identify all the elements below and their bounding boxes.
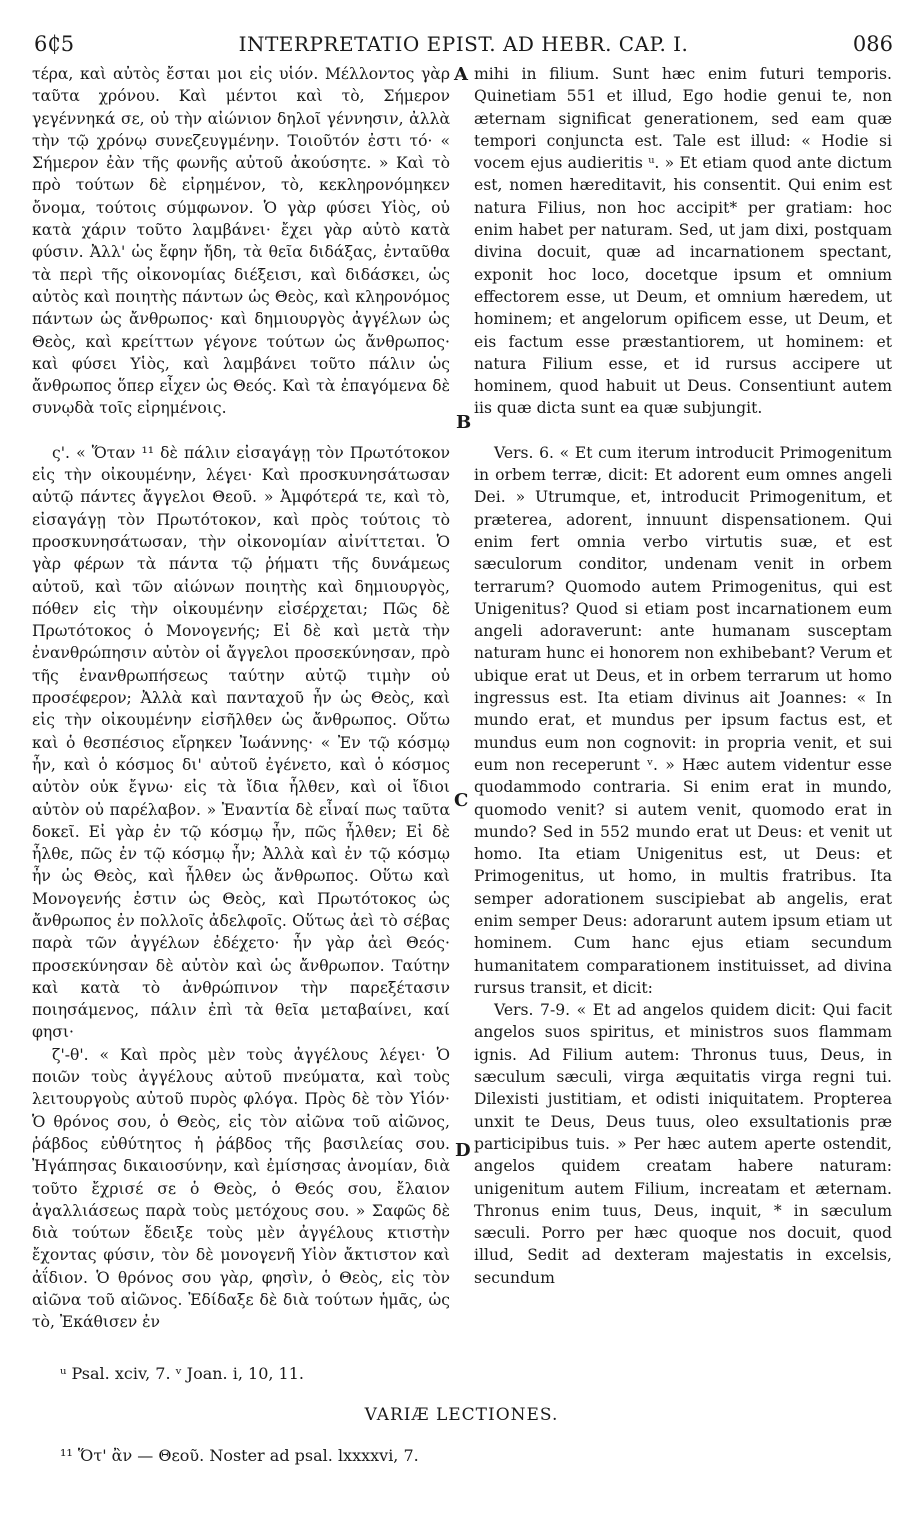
latin-paragraph-2: Vers. 6. « Et cum iterum introducit Primogenitum in orbem terræ, dicit: Et adorent eum omnes angeli Dei. » Utrumque, et, introducit Primogenitum, et præterea, adorent, innuunt dispensationem. Qui enim fert omnia verbo virtutis suæ, et est sæculorum conditor, undenam venit in orbem terrarum? Quomodo autem Primogenitus, qui est Unigenitus? Quod si etiam post incarnationem eum angeli adoraverunt: ante humanam susceptam naturam hunc ei honorem non exhibebant? Verum et ubique erat ut Deus, et in orbem terrarum ut homo ingressus est. Ita etiam divinus ait Joannes: « In mundo erat, et mundus per ipsum factus est, et mundus eum non cognovit: in propria venit, et sui eum non receperunt ᵛ. » Hæc autem videntur esse quodammodo contraria. Si enim erat in mundo, quomodo venit? si autem venit, quomodo erat in mundo? Sed in 552 mundo erat ut Deus: et venit ut homo. Ita etiam Unigenitus est, ut Deus: et Primogenitus, ut homo, in multis fratribus. Ita semper adorationem suscipiebat ab angelis, erat enim semper Deus: adorarunt autem ipsum etiam ut hominem. Cum hanc ejus etiam secundum humanitatem comparationem instituisset, ad divina rursus transit, et dicit:: [474, 443, 892, 997]
margin-letter-d: D: [455, 1140, 471, 1161]
latin-paragraph-1: mihi in filium. Sunt hæc enim futuri temporis. Quinetiam 551 et illud, Ego hodie genui te, non æternam significat generationem, sed eam quæ tempori conjuncta est. Tale est illud: « Hodie si vocem ejus audieritis ᵘ. » Et etiam quod ante dictum est, nomen hæreditavit, his consentit. Qui enim est natura Filius, non hoc accipit* per gratiam: hoc enim habet per naturam. Sed, ut jam dixi, postquam divina docuit, quæ ad incarnationem spectant, exponit hoc loco, docetque ipsum et omnium effectorem esse, ut Deum, et omnium hæredem, ut hominem; et angelorum opificem esse, ut Deum, et eis factum esse præstantiorem, ut hominem: et natura Filium esse, et id rursus accipere ut hominem, quod habuit ut Deus. Consentiunt autem iis quæ dicta sunt ea quæ subjungit.: [474, 65, 892, 418]
margin-letter-a: A: [454, 64, 468, 85]
variae-lectiones-title: VARIÆ LECTIONES.: [364, 1405, 559, 1425]
footnotes: ᵘ Psal. xciv, 7. ᵛ Joan. i, 10, 11.: [60, 1364, 304, 1383]
greek-paragraph-2: ς'. « Ὅταν ¹¹ δὲ πάλιν εἰσαγάγῃ τὸν Πρωτότοκον εἰς τὴν οἰκουμένην, λέγει· Καὶ προσκυνησάτωσαν αὐτῷ πάντες ἄγγελοι Θεοῦ. » Ἀμφότερά τε, καὶ τὸ, εἰσαγάγῃ τὸν Πρωτότοκον, καὶ πρὸς τούτοις τὸ προσκυνησάτωσαν, τὴν οἰκονομίαν αἰνίττεται. Ὁ γὰρ φέρων τὰ πάντα τῷ ῥήματι τῆς δυνάμεως αὐτοῦ, καὶ τῶν αἰώνων ποιητὴς καὶ δημιουργὸς, πόθεν εἰς τὴν οἰκουμένην εἰσέρχεται; Πῶς δὲ Πρωτότοκος ὁ Μονογενής; Εἰ δὲ καὶ μετὰ τὴν ἐνανθρώπησιν αὐτὸν οἱ ἄγγελοι προσεκύνησαν, πρὸ τῆς ἐνανθρωπήσεως ταύτην αὐτῷ τιμὴν οὐ προσέφερον; Ἀλλὰ καὶ πανταχοῦ ἦν ὡς Θεὸς, καὶ εἰς τὴν οἰκουμένην εἰσῆλθεν ὡς ἄνθρωπος. Οὕτω καὶ ὁ θεσπέσιος εἴρηκεν Ἰωάννης· « Ἐν τῷ κόσμῳ ἦν, καὶ ὁ κόσμος δι' αὐτοῦ ἐγένετο, καὶ ὁ κόσμος αὐτὸν οὐκ ἔγνω· εἰς τὰ ἴδια ἦλθεν, καὶ οἱ ἴδιοι αὐτὸν οὐ παρέλαβον. » Ἐναντία δὲ εἶναί πως ταῦτα δοκεῖ. Εἰ γὰρ ἐν τῷ κόσμῳ ἦν, πῶς ἦλθεν; Εἰ δὲ ἦλθε, πῶς ἐν τῷ κόσμῳ ἦν; Ἀλλὰ καὶ ἐν τῷ κόσμῳ ἦν ὡς Θεὸς, καὶ ἦλθεν ὡς ἄνθρωπος. Οὕτω καὶ Μονογενής ἐστιν ὡς Θεὸς, καὶ Πρωτότοκος ὡς ἄνθρωπος ἐν πολλοῖς ἀδελφοῖς. Οὕτως ἀεὶ τὸ σέβας παρὰ τῶν ἀγγέλων ἐδέχετο· ἦν γὰρ ἀεὶ Θεός· προσεκύνησαν δὲ αὐτὸν καὶ ὡς ἄνθρωπον. Ταύτην καὶ κατὰ τὸ ἀνθρώπινον τὴν παρεξέτασιν ποιησάμενος, πάλιν ἐπὶ τὰ θεῖα μεταβαίνει, καί φησι·: [32, 443, 450, 1042]
page-number-left: 6₵5: [34, 32, 75, 56]
margin-letter-c: C: [454, 790, 469, 811]
greek-paragraph-3: ζ'-θ'. « Καὶ πρὸς μὲν τοὺς ἀγγέλους λέγει· Ὁ ποιῶν τοὺς ἀγγέλους αὐτοῦ πνεύματα, καὶ τοὺς λειτουργοὺς αὐτοῦ πυρὸς φλόγα. Πρὸς δὲ τὸν Υἱόν· Ὁ θρόνος σου, ὁ Θεὸς, εἰς τὸν αἰῶνα τοῦ αἰῶνος, ῥάβδος εὐθύτητος ἡ ῥάβδος τῆς βασιλείας σου. Ἠγάπησας δικαιοσύνην, καὶ ἐμίσησας ἀνομίαν, διὰ τοῦτο ἔχρισέ σε ὁ Θεὸς, ὁ Θεός σου, ἔλαιον ἀγαλλιάσεως παρὰ τοὺς μετόχους σου. » Σαφῶς δὲ διὰ τούτων ἔδειξε τοὺς μὲν ἀγγέλους κτιστὴν ἔχοντας φύσιν, τὸν δὲ μονογενῆ Υἱὸν ἄκτιστον καὶ ἀΐδιον. Ὁ θρόνος σου γὰρ, φησὶν, ὁ Θεὸς, εἰς τὸν αἰῶνα τοῦ αἰῶνος. Ἐδίδαξε δὲ διὰ τούτων ἡμᾶς, ὡς τὸ, Ἐκάθισεν ἐν: [32, 1045, 450, 1332]
variae-lectiones-text: ¹¹ Ὅτ' ἂν — Θεοῦ. Noster ad psal. lxxxxvi, 7.: [60, 1446, 419, 1465]
running-header: [34, 32, 893, 62]
greek-column: [32, 63, 450, 1334]
greek-paragraph-1: τέρα, καὶ αὐτὸς ἔσται μοι εἰς υἱόν. Μέλλοντος γὰρ ταῦτα χρόνου. Καὶ μέντοι καὶ τὸ, Σήμερον γεγέννηκά σε, οὐ τὴν αἰώνιον δηλοῖ γέννησιν, ἀλλὰ τὴν τῷ χρόνῳ συνεζευγμένην. Τοιοῦτόν ἐστι τό· « Σήμερον ἐὰν τῆς φωνῆς αὐτοῦ ἀκούσητε. » Καὶ τὸ πρὸ τούτων δὲ εἰρημένον, τὸ, κεκληρονόμηκεν ὄνομα, τούτοις σύμφωνον. Ὁ γὰρ φύσει Υἱὸς, οὐ κατὰ χάριν τοῦτο λαμβάνει· ἔχει γὰρ αὐτὸ κατὰ φύσιν. Ἀλλ' ὡς ἔφην ἤδη, τὰ θεῖα διδάξας, ἐνταῦθα τὰ περὶ τῆς οἰκονομίας διέξεισι, καὶ διδάσκει, ὡς αὐτὸς καὶ ποιητὴς πάντων ὡς Θεὸς, καὶ κληρονόμος πάντων ὡς ἄνθρωπος· καὶ δημιουργὸς ἀγγέλων ὡς Θεὸς, καὶ κρείττων γέγονε τούτων ὡς ἄνθρωπος· καὶ φύσει Υἱὸς, καὶ λαμβάνει τοῦτο πάλιν ὡς ἄνθρωπος ὅπερ εἶχεν ὡς Θεός. Καὶ τὰ ἐπαγόμενα δὲ συνῳδὰ τοῖς εἰρημένοις.: [32, 65, 450, 418]
running-title: INTERPRETATIO EPIST. AD HEBR. CAP. I.: [238, 32, 689, 56]
latin-paragraph-3: Vers. 7-9. « Et ad angelos quidem dicit: Qui facit angelos suos spiritus, et ministros suos flammam ignis. Ad Filium autem: Thronus tuus, Deus, in sæculum sæculi, virga æquitatis virga regni tui. Dilexisti justitiam, et odisti iniquitatem. Propterea unxit te Deus, Deus tuus, oleo exsultationis præ participibus tuis. » Per hæc autem aperte ostendit, angelos quidem creatam habere naturam: unigenitum autem Filium, increatam et æternam. Thronus enim tuus, Deus, inquit, * in sæculum sæculi. Porro per hæc quoque nos docuit, quod illud, Sedit ad dexteram majestatis in excelsis, secundum: [474, 1001, 892, 1287]
page-number-right: 086: [852, 32, 893, 56]
margin-letter-b: B: [456, 412, 472, 433]
latin-column: [474, 63, 892, 1289]
